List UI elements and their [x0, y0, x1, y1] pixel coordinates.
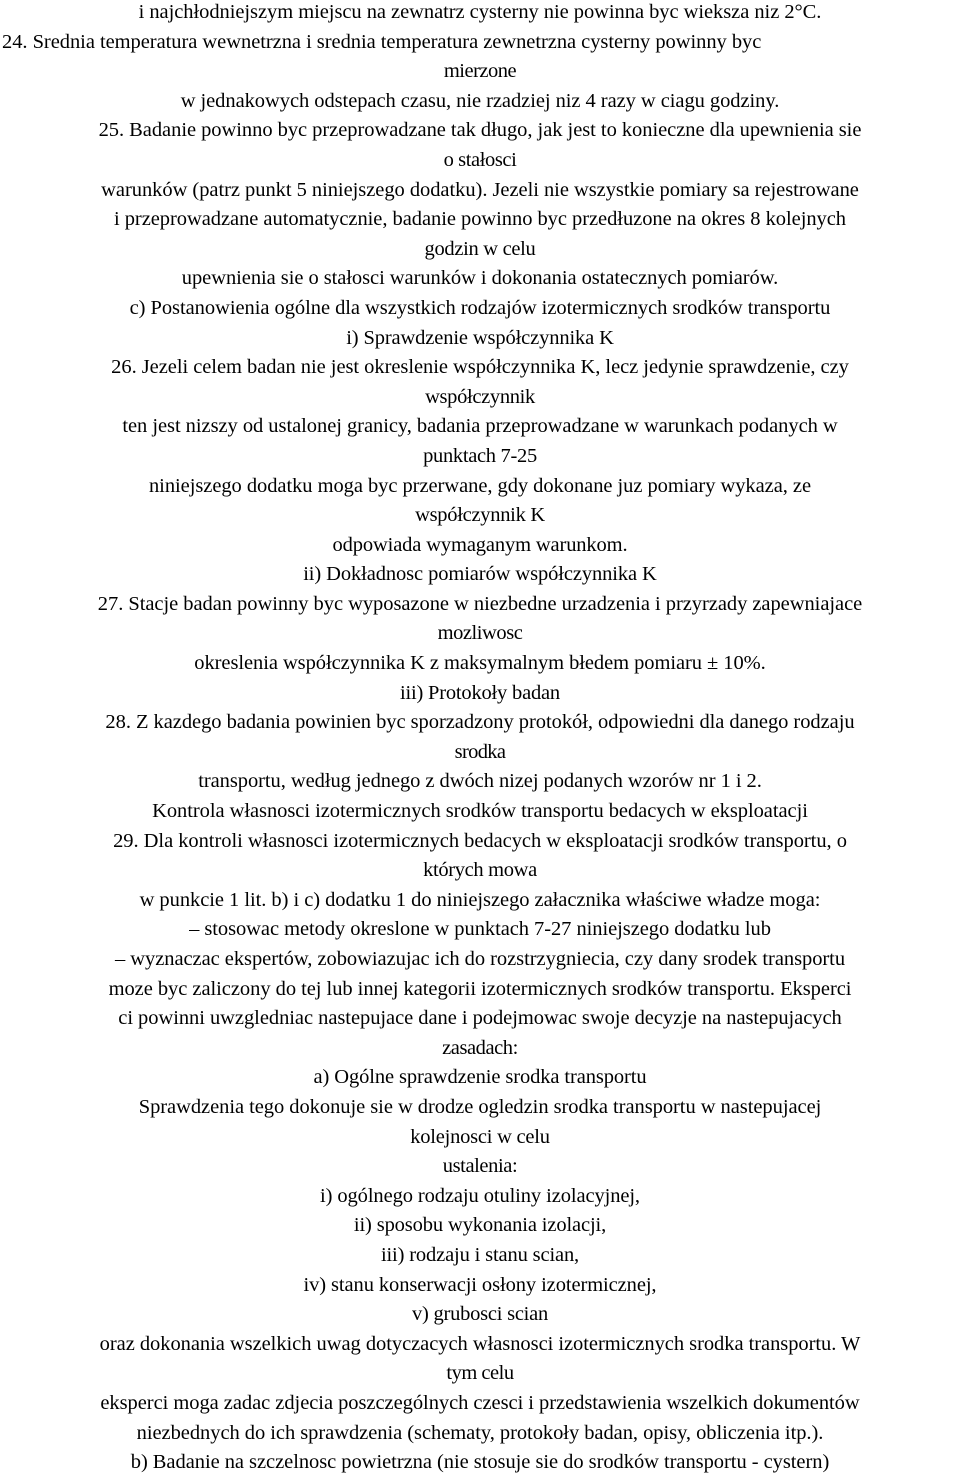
text-line: ci powinni uwzgledniac nastepujace dane i podejmowac swoje decyzje na nastepujacych [118, 1007, 842, 1030]
text-line: i przeprowadzane automatycznie, badanie powinno byc przedłuzone na okres 8 kolejnych [114, 208, 846, 231]
subsection-heading-b: b) Badanie na szczelnosc powietrzna (nie stosuje sie do srodków transportu - cystern) [130, 1451, 830, 1474]
list-item-roman: i) ogólnego rodzaju otuliny izolacyjnej, [320, 1184, 640, 1207]
text-line: których mowa [423, 859, 537, 882]
text-line: warunków (patrz punkt 5 niniejszego dodatku). Jezeli nie wszystkie pomiary sa rejestrowane [101, 178, 859, 201]
list-item-dash: – stosowac metody okreslone w punktach 7-27 niniejszego dodatku lub [189, 918, 771, 941]
text-line: godzin w celu [424, 237, 536, 260]
section-heading-kontrola: Kontrola własnosci izotermicznych srodków transportu bedacych w eksploatacji [152, 800, 808, 823]
text-line: i najchłodniejszym miejscu na zewnatrz cysterny nie powinna byc wieksza niz 2°C. [138, 1, 822, 23]
text-line: niniejszego dodatku moga byc przerwane, gdy dokonane juz pomiary wykaza, ze [148, 474, 811, 497]
list-item-roman: ii) sposobu wykonania izolacji, [353, 1214, 607, 1237]
text-line: odpowiada wymaganym warunkom. [332, 533, 628, 556]
text-line: upewnienia sie o stałosci warunków i dokonania ostatecznych pomiarów. [181, 267, 779, 290]
text-line: współczynnik K [415, 504, 545, 527]
text-line: zasadach: [442, 1036, 518, 1059]
text-line: ten jest nizszy od ustalonej granicy, badania przeprowadzane w warunkach podanych w [122, 415, 838, 438]
subsection-heading-i: i) Sprawdzenie współczynnika K [346, 326, 614, 349]
text-line: eksperci moga zadac zdjecia poszczególnych czesci i przedstawienia wszelkich dokumentów [100, 1391, 860, 1414]
text-line: mierzone [443, 60, 517, 83]
paragraph-27-line: 27. Stacje badan powinny byc wyposazone w niezbedne urzadzenia i przyrzady zapewniajace [97, 592, 863, 615]
text-line: kolejnosci w celu [410, 1125, 550, 1148]
subsection-heading-ii: ii) Dokładnosc pomiarów współczynnika K [303, 563, 657, 586]
text-line: w punkcie 1 lit. b) i c) dodatku 1 do niniejszego załacznika właściwe władze moga: [139, 888, 821, 911]
paragraph-29-line: 29. Dla kontroli własnosci izotermicznych bedacych w eksploatacji srodków transportu, o [113, 829, 847, 852]
text-line: tym celu [446, 1362, 514, 1385]
paragraph-28-line: 28. Z kazdego badania powinien byc sporzadzony protokół, odpowiedni dla danego rodzaju [105, 711, 855, 734]
text-line: niezbednych do ich sprawdzenia (schematy, protokoły badan, opisy, obliczenia itp.). [136, 1421, 824, 1444]
text-line: o stałosci [443, 148, 517, 171]
list-item-dash: – wyznaczac ekspertów, zobowiazujac ich do rozstrzygniecia, czy dany srodek transportu [114, 948, 846, 970]
text-line: srodka [454, 740, 506, 763]
text-line: moze byc zaliczony do tej lub innej kategorii izotermicznych srodków transportu. Eksperci [108, 977, 852, 1000]
section-heading-c: c) Postanowienia ogólne dla wszystkich rodzajów izotermicznych srodków transportu [129, 296, 831, 319]
text-line: oraz dokonania wszelkich uwag dotyczacych własnosci izotermicznych srodka transportu. W [99, 1332, 861, 1355]
text-line: ustalenia: [442, 1155, 518, 1178]
paragraph-26-line: 26. Jezeli celem badan nie jest okreslenie współczynnika K, lecz jedynie sprawdzenie, czy [111, 356, 849, 379]
text-line: w jednakowych odstepach czasu, nie rzadziej niz 4 razy w ciagu godziny. [180, 89, 780, 112]
list-item-roman: iv) stanu konserwacji osłony izotermicznej, [303, 1273, 657, 1296]
subsection-heading-iii: iii) Protokoły badan [400, 681, 560, 704]
list-item-roman: iii) rodzaju i stanu scian, [380, 1243, 580, 1266]
text-line: współczynnik [425, 385, 535, 408]
text-line: okreslenia współczynnika K z maksymalnym błedem pomiaru ± 10%. [194, 652, 766, 675]
text-line: punktach 7-25 [423, 444, 537, 467]
text-line: transportu, według jednego z dwóch nizej podanych wzorów nr 1 i 2. [198, 770, 762, 793]
paragraph-24-line: 24. Srednia temperatura wewnetrzna i srednia temperatura zewnetrzna cysterny powinny byc [2, 30, 762, 53]
list-item-roman: v) grubosci scian [411, 1303, 549, 1326]
subsection-heading-a: a) Ogólne sprawdzenie srodka transportu [313, 1066, 647, 1089]
text-line: Sprawdzenia tego dokonuje sie w drodze ogledzin srodka transportu w nastepujacej [138, 1095, 822, 1118]
text-line: mozliwosc [437, 622, 523, 645]
paragraph-25-line: 25. Badanie powinno byc przeprowadzane tak długo, jak jest to konieczne dla upewnienia sie [98, 119, 862, 142]
